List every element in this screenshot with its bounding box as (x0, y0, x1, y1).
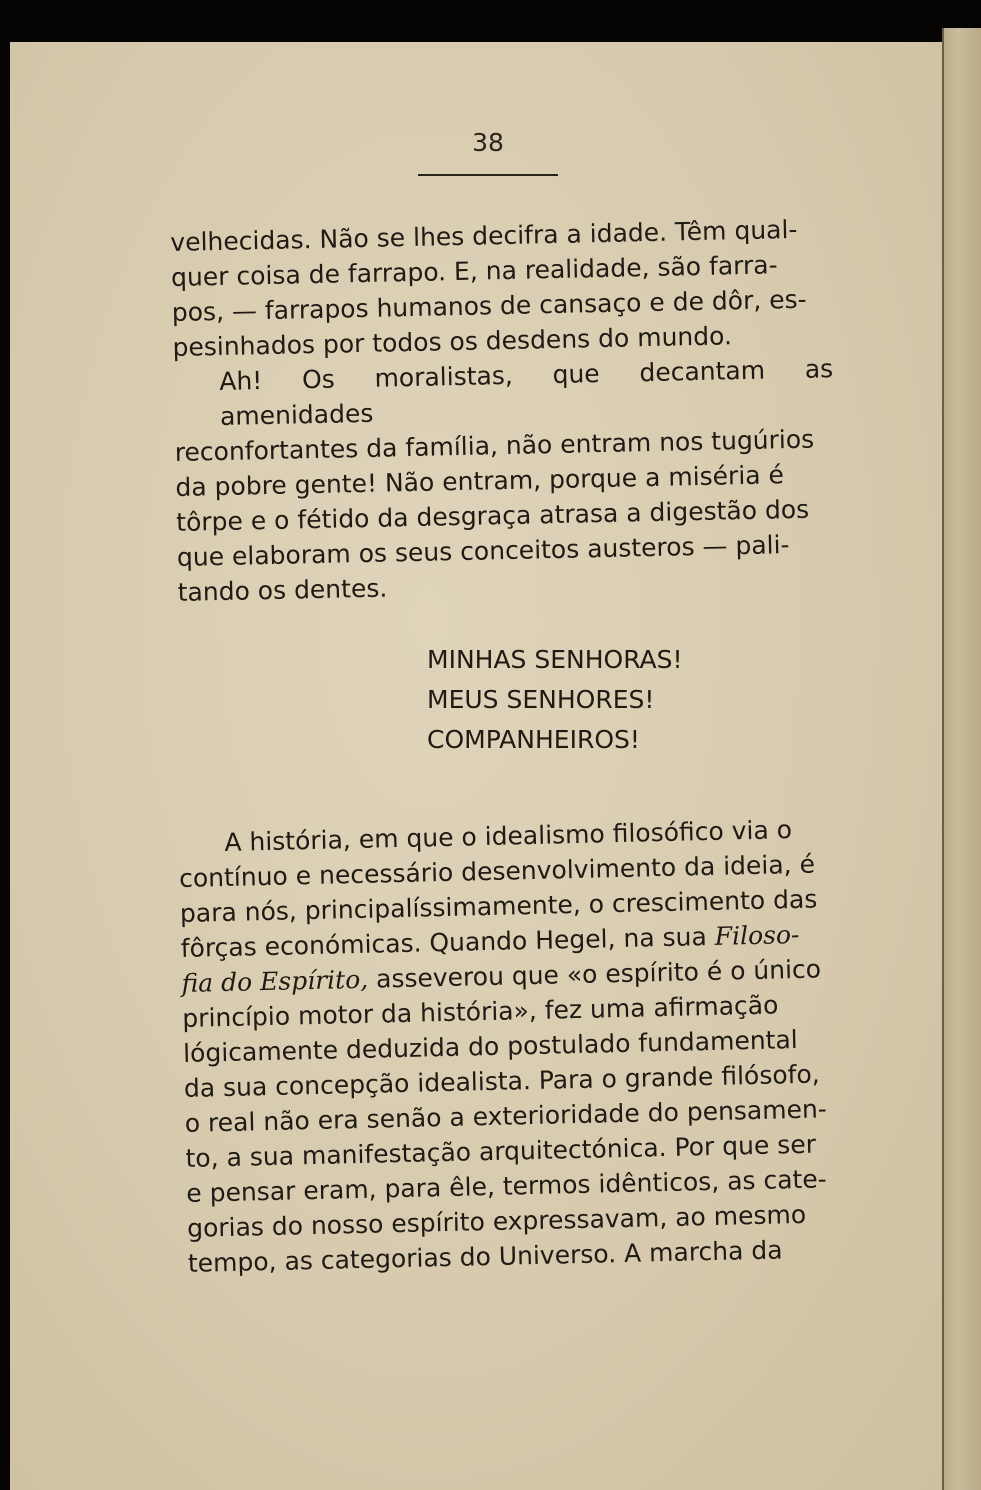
greeting-block (427, 640, 683, 760)
text-line: lógicamente deduzida do postulado fundamental (182, 1025, 798, 1068)
text-line: pos, — farrapos humanos de cansaço e de dôr, es- (171, 284, 807, 327)
text-line: A história, em que o idealismo filosófico via o (224, 815, 793, 857)
text-line: que elaboram os seus conceitos austeros — pali- (176, 530, 790, 572)
text-line: reconfortantes da família, não entram nos tugúrios (174, 424, 815, 467)
text-line: pesinhados por todos os desdens do mundo. (172, 321, 733, 362)
text-line: tando os dentes. (177, 573, 388, 607)
text-line: tempo, as categorias do Universo. A marcha da (187, 1235, 783, 1278)
paragraph-2 (178, 811, 848, 1281)
page-gutter-line (942, 28, 944, 1490)
text-line: tôrpe e o fétido da desgraça atrasa a digestão dos (175, 494, 810, 537)
text-fragment: fôrças económicas. Quando Hegel, na sua (180, 921, 716, 963)
text-line: da pobre gente! Não entram, porque a miséria é (175, 460, 785, 502)
text-line: contínuo e necessário desenvolvimento da ideia, é (178, 849, 816, 893)
text-line: velhecidas. Não se lhes decifra a idade. Têm qual- (170, 214, 798, 257)
text-line: da sua concepção idealista. Para o grande filósofo, (183, 1059, 820, 1103)
book-title-italic: fia do Espírito, (181, 964, 369, 998)
greeting-line: COMPANHEIROS! (427, 725, 640, 754)
text-line: e pensar eram, para êle, termos idênticos, as cate- (186, 1164, 828, 1208)
text-line: o real não era senão a exterioridade do pensamen- (184, 1094, 828, 1138)
page-number-rule (418, 174, 558, 176)
text-line: para nós, principalíssimamente, o crescimento das (179, 884, 818, 928)
page-number: 38 (472, 128, 504, 157)
text-line: gorias do nosso espírito expressavam, ao mesmo (186, 1199, 807, 1243)
text-fragment: asseverou que «o espírito é o único (367, 954, 822, 994)
greeting-line: MINHAS SENHORAS! (427, 645, 683, 674)
text-line: quer coisa de farrapo. E, na realidade, são farra- (170, 250, 778, 292)
text-line: to, a sua manifestação arquitectónica. Por que ser (185, 1129, 817, 1173)
adjacent-page-edge (942, 28, 981, 1490)
text-line: princípio motor da história», fez uma afirmação (182, 990, 779, 1033)
paragraph-1 (170, 211, 838, 610)
text-line: Ah! Os moralistas, que decantam as amenidades (218, 354, 834, 431)
greeting-line: MEUS SENHORES! (427, 685, 655, 714)
book-title-italic: Filoso- (714, 919, 800, 951)
